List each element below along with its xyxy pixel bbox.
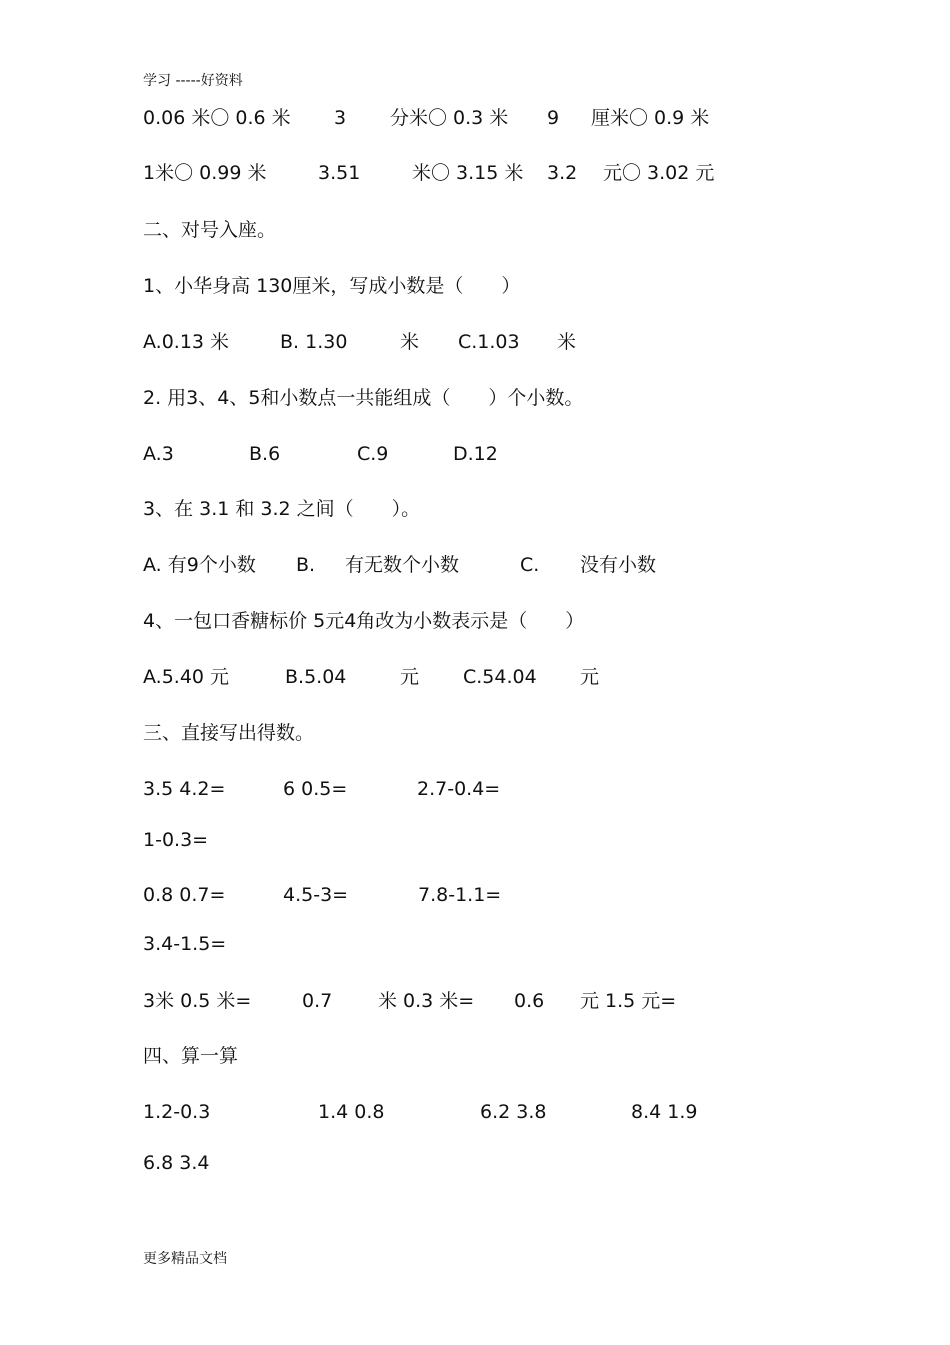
compare-item: 元〇 3.02 元	[603, 162, 715, 184]
calc-item: 3米 0.5 米=	[143, 990, 252, 1012]
option: B.	[296, 554, 316, 576]
option: B. 1.30	[280, 331, 348, 353]
calc-item: 4.5-3=	[283, 884, 349, 906]
option: C.	[520, 554, 540, 576]
compare-item: 米〇 3.15 米	[412, 162, 524, 184]
calc-item: 0.8 0.7=	[143, 884, 226, 906]
calc-item: 0.6	[514, 990, 545, 1012]
page-footer: 更多精品文档	[143, 1251, 227, 1267]
calc-item: 6 0.5=	[283, 778, 348, 800]
calc-item: 0.7	[302, 990, 333, 1012]
option: C.9	[357, 443, 389, 465]
option: A. 有9个小数	[143, 554, 256, 576]
calc-item: 元 1.5 元=	[580, 990, 677, 1012]
option: C.1.03	[458, 331, 520, 353]
compare-item: 9	[547, 107, 560, 129]
option: 有无数个小数	[345, 554, 460, 576]
section-2-title: 二、对号入座。	[143, 219, 277, 241]
question-1: 1、小华身高 130厘米，写成小数是（ ）	[143, 275, 521, 297]
option: A.3	[143, 443, 174, 465]
calc-item: 3.5 4.2=	[143, 778, 226, 800]
calc-item: 7.8-1.1=	[418, 884, 502, 906]
option: B.6	[249, 443, 281, 465]
calc-row-4: 3.4-1.5=	[143, 933, 227, 955]
compute-row-2: 6.8 3.4	[143, 1152, 210, 1174]
compare-item: 0.06 米〇 0.6 米	[143, 107, 291, 129]
calc-row-2: 1-0.3=	[143, 829, 209, 851]
compare-item: 1米〇 0.99 米	[143, 162, 267, 184]
option: A.5.40 元	[143, 666, 230, 688]
option: B.5.04	[285, 666, 347, 688]
compute-item: 1.4 0.8	[318, 1101, 385, 1123]
option: A.0.13 米	[143, 331, 230, 353]
question-4: 4、一包口香糖标价 5元4角改为小数表示是（ ）	[143, 610, 585, 632]
option: 没有小数	[580, 554, 657, 576]
compute-item: 1.2-0.3	[143, 1101, 211, 1123]
calc-item: 2.7-0.4=	[417, 778, 501, 800]
question-3: 3、在 3.1 和 3.2 之间（ ）。	[143, 498, 421, 520]
compute-item: 8.4 1.9	[631, 1101, 698, 1123]
section-3-title: 三、直接写出得数。	[143, 722, 315, 744]
option: 米	[400, 331, 420, 353]
compare-item: 3.51	[318, 162, 361, 184]
question-2: 2. 用3、4、5和小数点一共能组成（ ）个小数。	[143, 387, 584, 409]
section-4-title: 四、算一算	[143, 1045, 239, 1067]
option: 元	[400, 666, 420, 688]
option: C.54.04	[463, 666, 537, 688]
page-header: 学习 -----好资料	[143, 73, 243, 89]
compare-item: 3	[334, 107, 347, 129]
compute-item: 6.2 3.8	[480, 1101, 547, 1123]
compare-item: 3.2	[547, 162, 578, 184]
compare-item: 厘米〇 0.9 米	[591, 107, 710, 129]
option: 元	[580, 666, 600, 688]
compare-item: 分米〇 0.3 米	[390, 107, 509, 129]
calc-item: 米 0.3 米=	[378, 990, 475, 1012]
option: D.12	[453, 443, 498, 465]
option: 米	[557, 331, 577, 353]
